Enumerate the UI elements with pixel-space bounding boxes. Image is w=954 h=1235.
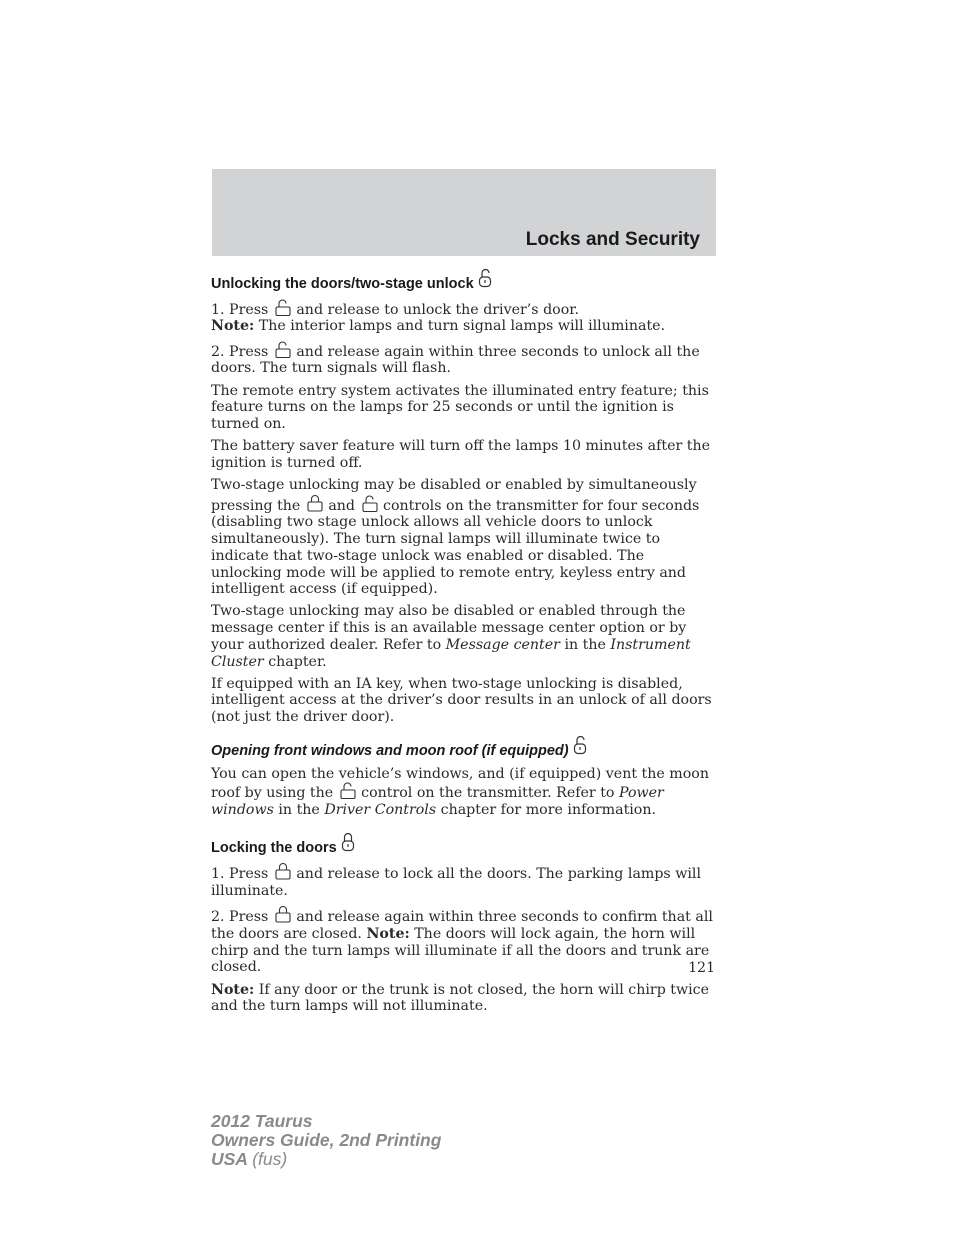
lock-icon bbox=[341, 832, 355, 857]
unlock-icon bbox=[275, 341, 291, 358]
driver-controls-reference: Driver Controls bbox=[324, 801, 437, 818]
lock-note-paragraph: Note: If any door or the trunk is not closed, the horn will chirp twice and the turn lamps will not illuminate. bbox=[211, 981, 710, 1015]
battery-saver-paragraph: The battery saver feature will turn off the lamps 10 minutes after the ignition is turned off. bbox=[211, 438, 711, 471]
page-number: 121 bbox=[688, 960, 715, 976]
lock-step-2: 2. Press and release again within three seconds to confirm that all the doors are closed. Note: The doors will lock again, the horn will chirp and the turn lamps will illuminate if all the doors and trunk are closed. bbox=[211, 905, 716, 976]
document-footer bbox=[211, 1112, 441, 1169]
unlock-step-1: 1. Press and release to unlock the driver’s door. Note: The interior lamps and turn signal lamps will illuminate. bbox=[211, 299, 716, 335]
unlock-icon bbox=[362, 495, 378, 512]
chapter-title: Locks and Security bbox=[525, 229, 700, 250]
lock-icon bbox=[275, 862, 291, 880]
footer-edition: Owners Guide, 2nd Printing bbox=[211, 1130, 442, 1150]
section-heading-windows bbox=[211, 735, 716, 760]
unlock-icon bbox=[478, 268, 492, 293]
lock-icon bbox=[275, 905, 291, 923]
unlock-icon bbox=[275, 299, 291, 316]
power-windows-reference: Power windows bbox=[211, 785, 664, 818]
section-heading-unlocking-text: Unlocking the doors/two-stage unlock bbox=[211, 276, 474, 292]
message-center-reference: Message center bbox=[445, 636, 560, 653]
ia-key-paragraph: If equipped with an IA key, when two-stage unlocking is disabled, intelligent access at the driver’s door results in an unlock of all doors (not just the driver door). bbox=[211, 675, 712, 726]
instrument-cluster-reference: Instrument Cluster bbox=[211, 636, 691, 670]
unlock-step-2: 2. Press and release again within three seconds to unlock all the doors. The turn signals will flash. bbox=[211, 341, 716, 377]
windows-paragraph: You can open the vehicle’s windows, and (if equipped) vent the moon roof by using the control on the transmitter. Refer to Power windows in the Driver Controls chapter for more information. bbox=[211, 765, 709, 818]
section-heading-locking bbox=[211, 832, 716, 857]
footer-region-code: (fus) bbox=[252, 1149, 288, 1169]
lock-step-1: 1. Press and release to lock all the doors. The parking lamps will illuminate. bbox=[211, 862, 716, 899]
chapter-header-band bbox=[212, 169, 716, 256]
unlock-icon bbox=[340, 782, 356, 799]
section-heading-unlocking bbox=[211, 268, 716, 293]
two-stage-toggle-paragraph: Two-stage unlocking may be disabled or enabled by simultaneously pressing the and controls on the transmitter for four seconds (disabling two stage unlock allows all vehicle doors to unlock simultaneously). The turn signal lamps will illuminate twice to indicate that two-stage unlock was enabled or disabled. The unlocking mode will be applied to remote entry, keyless entry and intelligent access (if equipped). bbox=[211, 477, 700, 598]
page-content bbox=[211, 268, 716, 1021]
unlock-icon bbox=[573, 735, 587, 760]
section-heading-windows-text: Opening front windows and moon roof (if equipped) bbox=[211, 742, 569, 759]
section-heading-locking-text: Locking the doors bbox=[211, 839, 337, 856]
footer-model: 2012 Taurus bbox=[211, 1111, 313, 1131]
lock-icon bbox=[307, 494, 323, 512]
footer-region: USA (fus) bbox=[211, 1149, 288, 1169]
remote-entry-paragraph: The remote entry system activates the illuminated entry feature; this feature turns on the lamps for 25 seconds or until the ignition is turned on. bbox=[211, 382, 709, 432]
message-center-paragraph: Two-stage unlocking may also be disabled or enabled through the message center if this is an available message center option or by your authorized dealer. Refer to Message center in the Instrument Cluster chapter. bbox=[211, 603, 691, 670]
